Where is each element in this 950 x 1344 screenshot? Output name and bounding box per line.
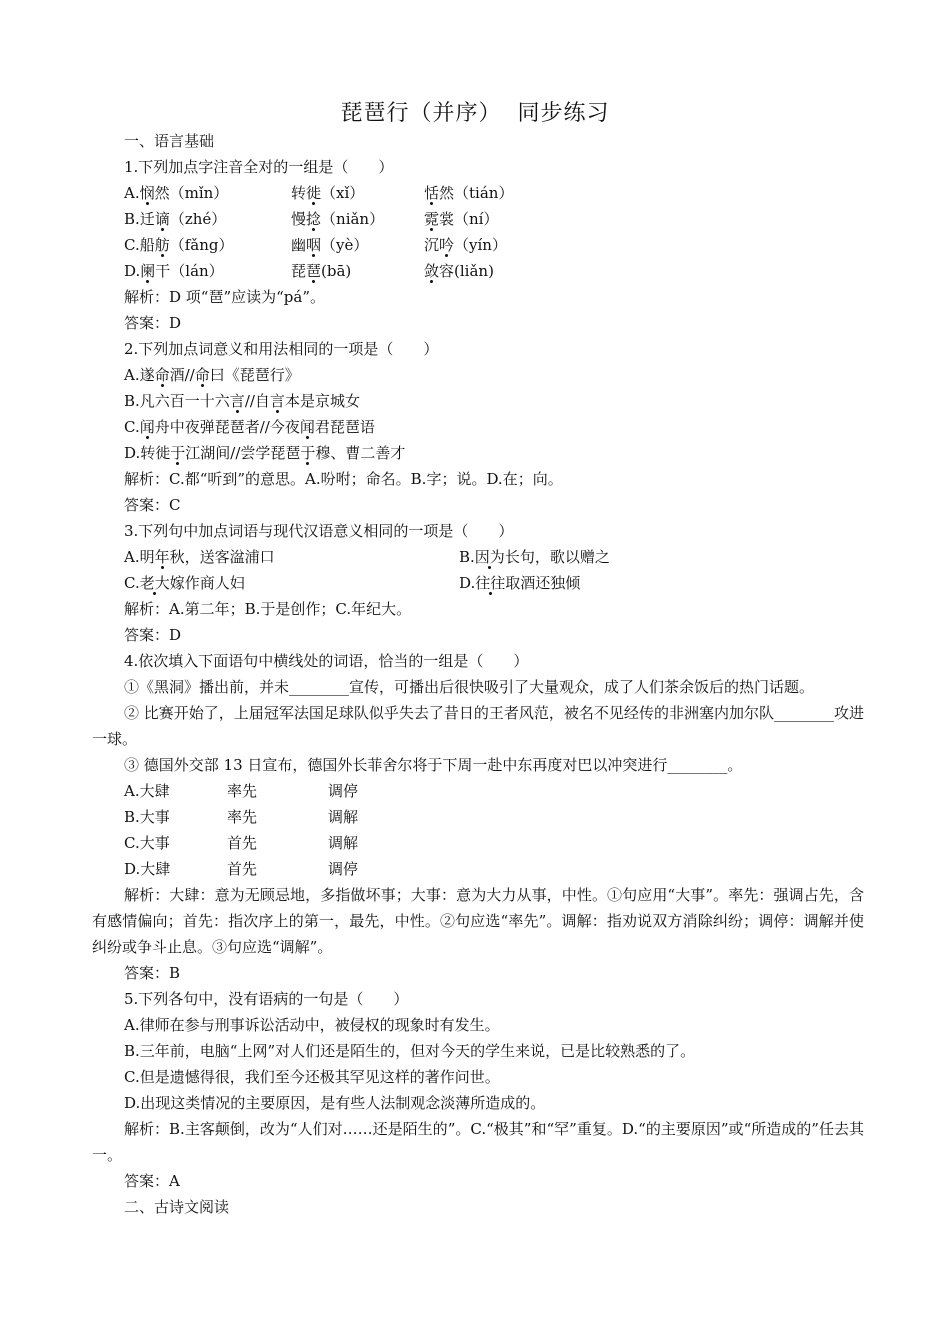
emphasis-dot: 年 <box>154 548 170 566</box>
q2-answer: 答案：C <box>124 496 181 514</box>
emphasis-dot: 命 <box>154 366 170 384</box>
q1-option-b: B.迁谪（zhé） 慢捻（niǎn） 霓裳（ní） <box>124 210 499 228</box>
emphasis-dot: 命 <box>194 366 210 384</box>
emphasis-dot: 因为 <box>474 548 505 566</box>
q4-sentence-1: ①《黑洞》播出前，并未________宣传，可播出后很快吸引了大量观众，成了人们茶余饭后的热门话题。 <box>124 678 815 696</box>
q1-option-c: C.船舫（fǎng） 幽咽（yè） 沉吟（yín） <box>124 236 507 254</box>
q2-option-a: A.遂命酒//命曰《琵琶行》 <box>124 366 300 384</box>
emphasis-dot: 阑 <box>140 262 156 280</box>
emphasis-dot: 老大 <box>139 574 170 592</box>
q3-answer: 答案：D <box>124 626 182 644</box>
q3-option-d: D.往往取酒还独倾 <box>459 574 581 592</box>
emphasis-dot: 吟 <box>439 236 455 254</box>
emphasis-dot: 谪 <box>154 210 170 228</box>
q4-option-d: D.大肆 首先 调停 <box>124 860 359 878</box>
emphasis-dot: 恬 <box>424 184 440 202</box>
emphasis-dot: 舫 <box>154 236 170 254</box>
q2-option-b: B.凡六百一十六言//自言本是京城女 <box>124 392 360 410</box>
emphasis-dot: 咽 <box>306 236 322 254</box>
emphasis-dot: 悯 <box>139 184 155 202</box>
q3-option-c: C.老大嫁作商人妇 <box>124 574 245 592</box>
q5-stem: 5.下列各句中，没有语病的一句是（ ） <box>124 990 409 1008</box>
q3-stem: 3.下列句中加点词语与现代汉语意义相同的一项是（ ） <box>124 522 514 540</box>
q4-answer: 答案：B <box>124 964 181 982</box>
q4-sentence-3: ③ 德国外交部 13 日宣布，德国外长菲舍尔将于下周一赴中东再度对巴以冲突进行________。 <box>124 756 743 774</box>
section-heading-classical-reading: 二、古诗文阅读 <box>124 1198 230 1216</box>
q5-option-a: A.律师在参与刑事诉讼活动中，被侵权的现象时有发生。 <box>124 1016 500 1034</box>
section-heading-language-basics: 一、语言基础 <box>124 132 215 150</box>
q1-option-a: A.悯然（mǐn） 转徙（xǐ） 恬然（tián） <box>124 184 514 202</box>
q4-option-c: C.大事 首先 调解 <box>124 834 359 852</box>
q3-option-a: A.明年秋，送客湓浦口 <box>124 548 275 566</box>
emphasis-dot: 闻 <box>299 418 315 436</box>
document-body <box>92 128 864 1220</box>
emphasis-dot: 于 <box>170 444 186 462</box>
emphasis-dot: 琶 <box>306 262 322 280</box>
emphasis-dot: 于 <box>300 444 316 462</box>
q3-analysis: 解析：A.第二年；B.于是创作；C.年纪大。 <box>124 600 412 618</box>
q3-option-b: B.因为长句，歌以赠之 <box>459 548 610 566</box>
q5-option-c: C.但是遗憾得很，我们至今还极其罕见这样的著作问世。 <box>124 1068 500 1086</box>
q4-stem: 4.依次填入下面语句中横线处的词语，恰当的一组是（ ） <box>124 652 529 670</box>
page-title: 琵琶行（并序） 同步练习 <box>340 101 610 126</box>
q2-option-c: C.闻舟中夜弹琵琶者//今夜闻君琵琶语 <box>124 418 375 436</box>
q3-options-ab <box>92 544 864 570</box>
q3-options-cd <box>92 570 864 596</box>
emphasis-dot: 徙 <box>306 184 322 202</box>
q1-option-d: D.阑干（lán） 琵琶(bā) 敛容(liǎn) <box>124 262 494 280</box>
q5-analysis: 解析：B.主客颠倒，改为“人们对……还是陌生的”。C.“极其”和“罕”重复。D.“的主要原因”或“所造成的”任去其一。 <box>92 1120 864 1164</box>
emphasis-dot: 往往 <box>475 574 506 592</box>
q4-option-b: B.大事 率先 调解 <box>124 808 359 826</box>
q1-analysis: 解析：D 项“琶”应读为“pá”。 <box>124 288 326 306</box>
q1-stem: 1.下列加点字注音全对的一组是（ ） <box>124 158 394 176</box>
q4-sentence-2: ② 比赛开始了，上届冠军法国足球队似乎失去了昔日的王者风范，被名不见经传的非洲塞内加尔队________攻进一球。 <box>92 704 864 748</box>
q4-analysis: 解析：大肆：意为无顾忌地，多指做坏事；大事：意为大力从事，中性。①句应用“大事”。率先：强调占先，含有感情偏向；首先：指次序上的第一，最先，中性。②句应选“率先”。调解：指劝说双方消除纠纷；调停：调解并使纠纷或争斗止息。③句应选“调解”。 <box>92 886 864 956</box>
q1-answer: 答案：D <box>124 314 182 332</box>
emphasis-dot: 言 <box>269 392 285 410</box>
emphasis-dot: 霓 <box>424 210 440 228</box>
emphasis-dot: 捻 <box>306 210 322 228</box>
q5-answer: 答案：A <box>124 1172 180 1190</box>
emphasis-dot: 敛 <box>424 262 440 280</box>
q5-option-b: B.三年前，电脑“上网”对人们还是陌生的，但对今天的学生来说，已是比较熟悉的了。 <box>124 1042 696 1060</box>
emphasis-dot: 言 <box>229 392 245 410</box>
q2-stem: 2.下列加点词意义和用法相同的一项是（ ） <box>124 340 439 358</box>
q4-option-a: A.大肆 率先 调停 <box>124 782 359 800</box>
emphasis-dot: 闻 <box>139 418 155 436</box>
q2-option-d: D.转徙于江湖间//尝学琵琶于穆、曹二善才 <box>124 444 406 462</box>
q2-analysis: 解析：C.都“听到”的意思。A.吩咐；命名。B.字；说。D.在；向。 <box>124 470 563 488</box>
q5-option-d: D.出现这类情况的主要原因，是有些人法制观念淡薄所造成的。 <box>124 1094 546 1112</box>
